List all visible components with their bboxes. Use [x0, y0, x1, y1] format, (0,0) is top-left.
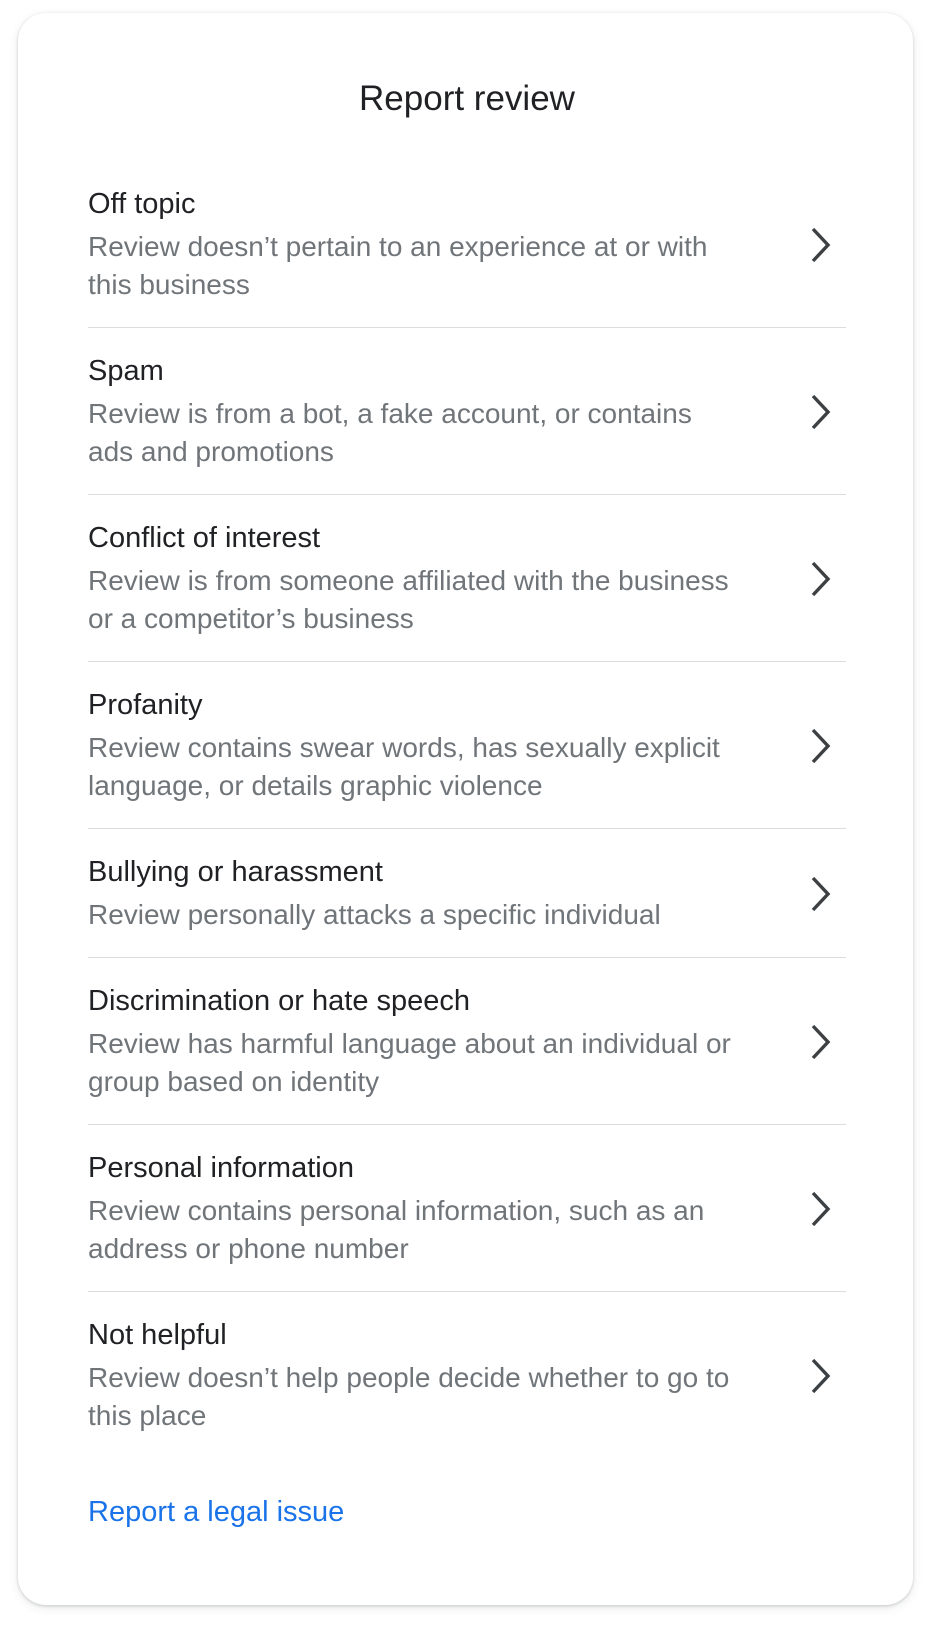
report-reason-item[interactable]: [88, 327, 846, 494]
report-review-dialog: [18, 13, 913, 1605]
reason-title: Conflict of interest: [88, 522, 321, 554]
report-reason-item[interactable]: [88, 661, 846, 828]
report-reason-item[interactable]: [88, 1124, 846, 1291]
reason-title: Profanity: [88, 689, 203, 721]
reason-text-block: [88, 353, 808, 471]
chevron-right-icon: [808, 560, 832, 598]
reason-title: Discrimination or hate speech: [88, 985, 471, 1017]
reason-description: Review contains swear words, has sexually explicit language, or details graphic violence: [88, 732, 720, 801]
chevron-right-icon: [808, 226, 832, 264]
chevron-right-icon: [808, 393, 832, 431]
reason-text-block: [88, 983, 808, 1101]
reason-description: Review contains personal information, such as an address or phone number: [88, 1195, 705, 1264]
reason-text-block: [88, 520, 808, 638]
reason-text-block: [88, 854, 808, 934]
report-reason-item[interactable]: [88, 828, 846, 957]
reason-title: Spam: [88, 355, 164, 387]
chevron-right-icon: [808, 1023, 832, 1061]
reason-text-block: [88, 1150, 808, 1268]
reason-description: Review personally attacks a specific individual: [88, 899, 661, 930]
report-reason-item[interactable]: [88, 494, 846, 661]
report-reason-item[interactable]: [88, 957, 846, 1124]
reason-text-block: [88, 1317, 808, 1435]
reason-title: Not helpful: [88, 1319, 227, 1351]
reason-text-block: [88, 687, 808, 805]
report-reason-item[interactable]: [88, 1291, 846, 1458]
reason-description: Review doesn’t help people decide whether to go to this place: [88, 1362, 730, 1431]
chevron-right-icon: [808, 1357, 832, 1395]
chevron-right-icon: [808, 875, 832, 913]
reason-title: Bullying or harassment: [88, 856, 383, 888]
chevron-right-icon: [808, 727, 832, 765]
reason-title: Off topic: [88, 188, 196, 220]
report-legal-issue-link[interactable]: Report a legal issue: [88, 1496, 345, 1528]
reason-title: Personal information: [88, 1152, 354, 1184]
reason-description: Review has harmful language about an individual or group based on identity: [88, 1028, 731, 1097]
reason-description: Review doesn’t pertain to an experience at or with this business: [88, 231, 708, 300]
chevron-right-icon: [808, 1190, 832, 1228]
reason-description: Review is from a bot, a fake account, or contains ads and promotions: [88, 398, 692, 467]
reason-text-block: [88, 186, 808, 304]
dialog-title: Report review: [359, 79, 575, 118]
reason-description: Review is from someone affiliated with the business or a competitor’s business: [88, 565, 729, 634]
report-reason-item[interactable]: [88, 161, 846, 327]
report-reason-list: [88, 161, 846, 1458]
